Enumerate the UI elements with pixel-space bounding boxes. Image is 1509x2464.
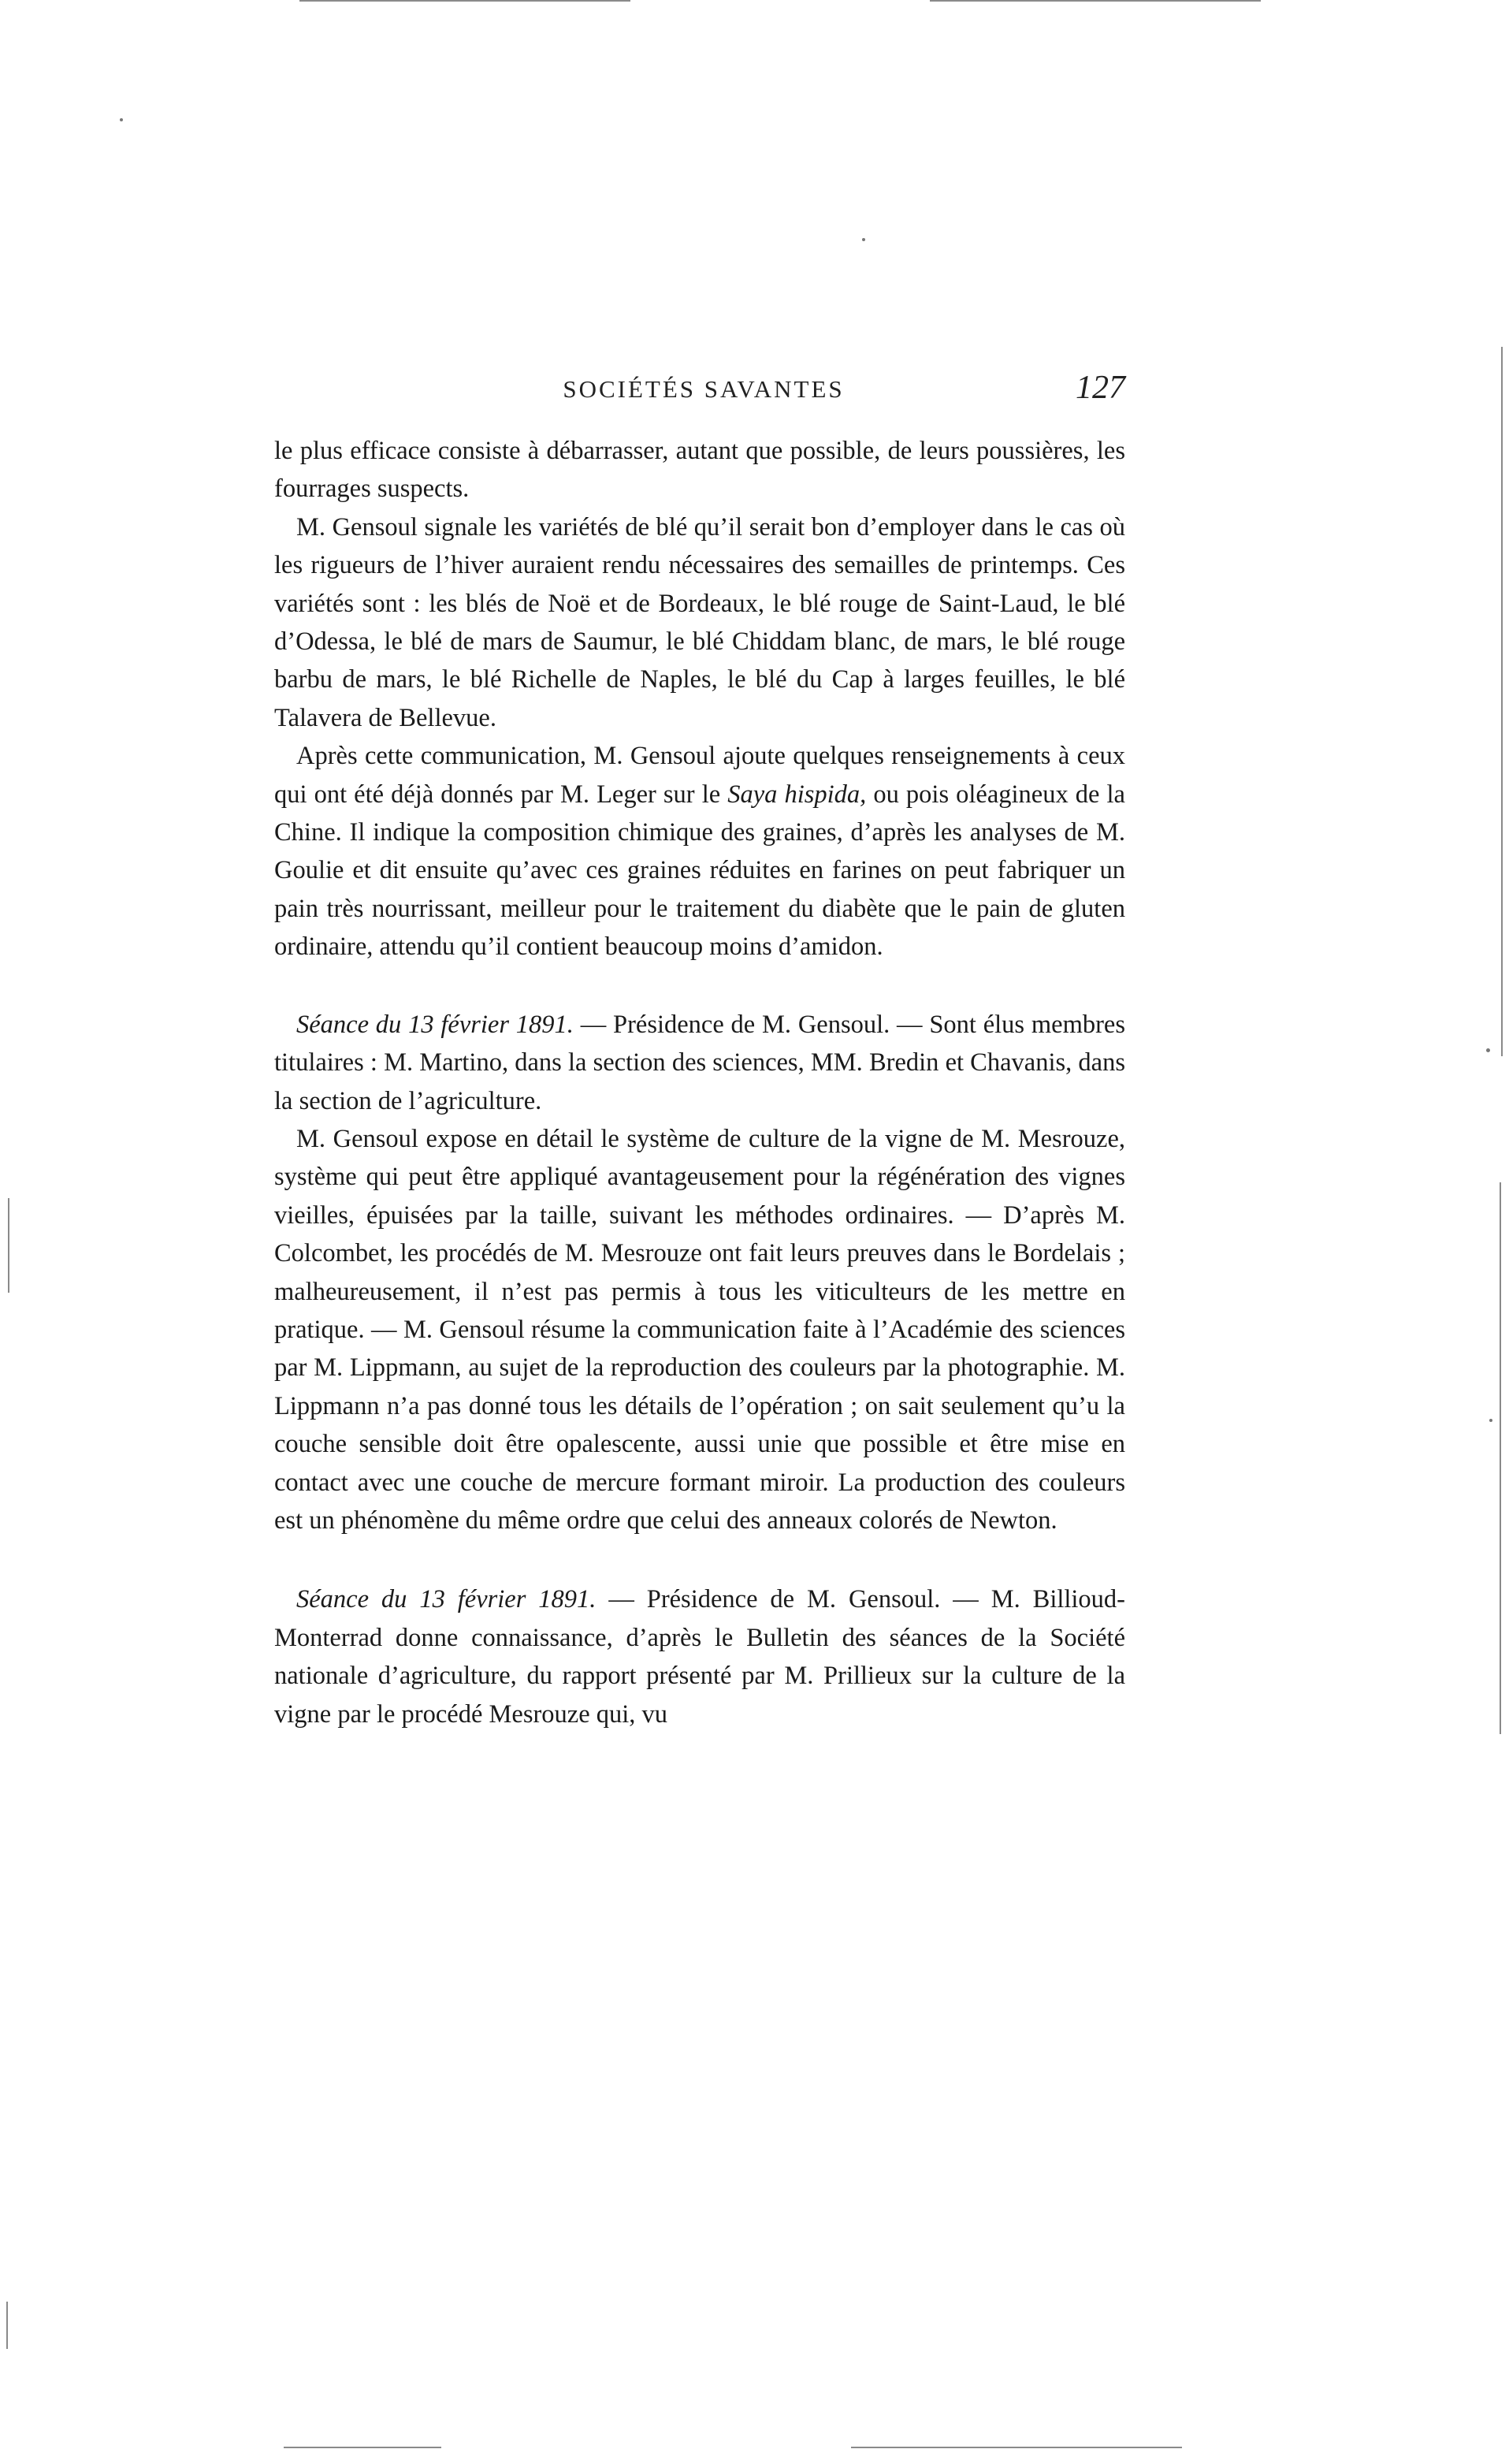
scan-edge-left-lower	[6, 2302, 8, 2349]
paragraph-soya-text-1: Après cette communication, M. Gensoul ajoute quelques renseignements à ceux qui ont été déjà donnés par M. Leger sur le	[274, 742, 1125, 809]
session-paragraph-2	[274, 1580, 1125, 1733]
scan-edge-right	[1501, 347, 1503, 1056]
scan-edge-top	[299, 0, 630, 2]
scan-speck	[862, 238, 865, 241]
scan-speck	[1489, 1419, 1492, 1422]
session-heading-1: Séance du 13 février 1891.	[296, 1010, 574, 1039]
body-text	[274, 432, 1125, 1733]
scan-edge-bottom	[284, 2447, 441, 2448]
paragraph-continuation: le plus efficace consiste à débarrasser, autant que possible, de leurs poussières, les fourrages suspects.	[274, 437, 1125, 504]
session-paragraph-1	[274, 1006, 1125, 1120]
paragraph-vine-culture: M. Gensoul expose en détail le système de culture de la vigne de M. Mesrouze, système qui peut être appliqué avantageusement pour la régénération des vignes vieilles, épuisées par la taille, suivant les méthodes ordinaires. — D’après M. Colcombet, les procédés de M. Mesrouze ont fait leurs preuves dans le Bordelais ; malheureusement, il n’est pas permis à tous les viticulteurs de les mettre en pratique. — M. Gensoul résume la communication faite à l’Académie des sciences par M. Lippmann, au sujet de la reproduction des couleurs par la photographie. M. Lippmann n’a pas donné tous les détails de l’opération ; on sait seulement qu’u la couche sensible doit être opalescente, aussi unie que possible et être mise en contact avec une couche de mercure formant miroir. La production des couleurs est un phénomène du même ordre que celui des anneaux colorés de Newton.	[274, 1124, 1125, 1535]
scan-edge-left	[8, 1198, 9, 1293]
paragraph-wheat-varieties: M. Gensoul signale les variétés de blé qu’il serait bon d’employer dans le cas où les rigueurs de l’hiver auraient rendu nécessaires des semailles de printemps. Ces variétés sont : les blés de Noë et de Bordeaux, le blé rouge de Saint-Laud, le blé d’Odessa, le blé de mars de Saumur, le blé Chiddam blanc, de mars, le blé rouge barbu de mars, le blé Richelle de Naples, le blé du Cap à larges feuilles, le blé Talavera de Bellevue.	[274, 512, 1125, 732]
scan-edge-bottom-right	[851, 2447, 1182, 2448]
session-text-2: — Présidence de M. Gensoul. — M. Billioud-Monterrad donne connaissance, d’après le Bulletin des séances de la Société nationale d’agriculture, du rapport présenté par M. Prillieux sur la culture de la vigne par le procédé Mesrouze qui, vu	[274, 1585, 1126, 1729]
paragraph-soya-text-2: ou pois oléagineux de la Chine. Il indique la composition chimique des graines, d’après les analyses de M. Goulie et dit ensuite qu’avec ces graines réduites en farines on peut fabriquer un pain très nourrissant, meilleur pour le traitement du diabète que le pain de gluten ordinaire, attendu qu’il contient beaucoup moins d’amidon.	[274, 780, 1125, 962]
page-number: 127	[1076, 370, 1125, 406]
running-title: SOCIÉTÉS SAVANTES	[563, 375, 845, 403]
scan-speck	[120, 118, 123, 121]
scan-speck	[1486, 1048, 1490, 1052]
scan-edge-top-right	[930, 0, 1261, 2]
paragraph-soya	[274, 737, 1125, 966]
session-text-1: — Présidence de M. Gensoul. — Sont élus membres titulaires : M. Martino, dans la section des sciences, MM. Bredin et Chavanis, dans la section de l’agriculture.	[274, 1010, 1125, 1115]
session-heading-2: Séance du 13 février 1891.	[296, 1585, 597, 1614]
running-head	[274, 367, 1133, 415]
species-name: Saya hispida,	[727, 780, 867, 809]
scan-edge-right-lower	[1500, 1182, 1501, 1734]
